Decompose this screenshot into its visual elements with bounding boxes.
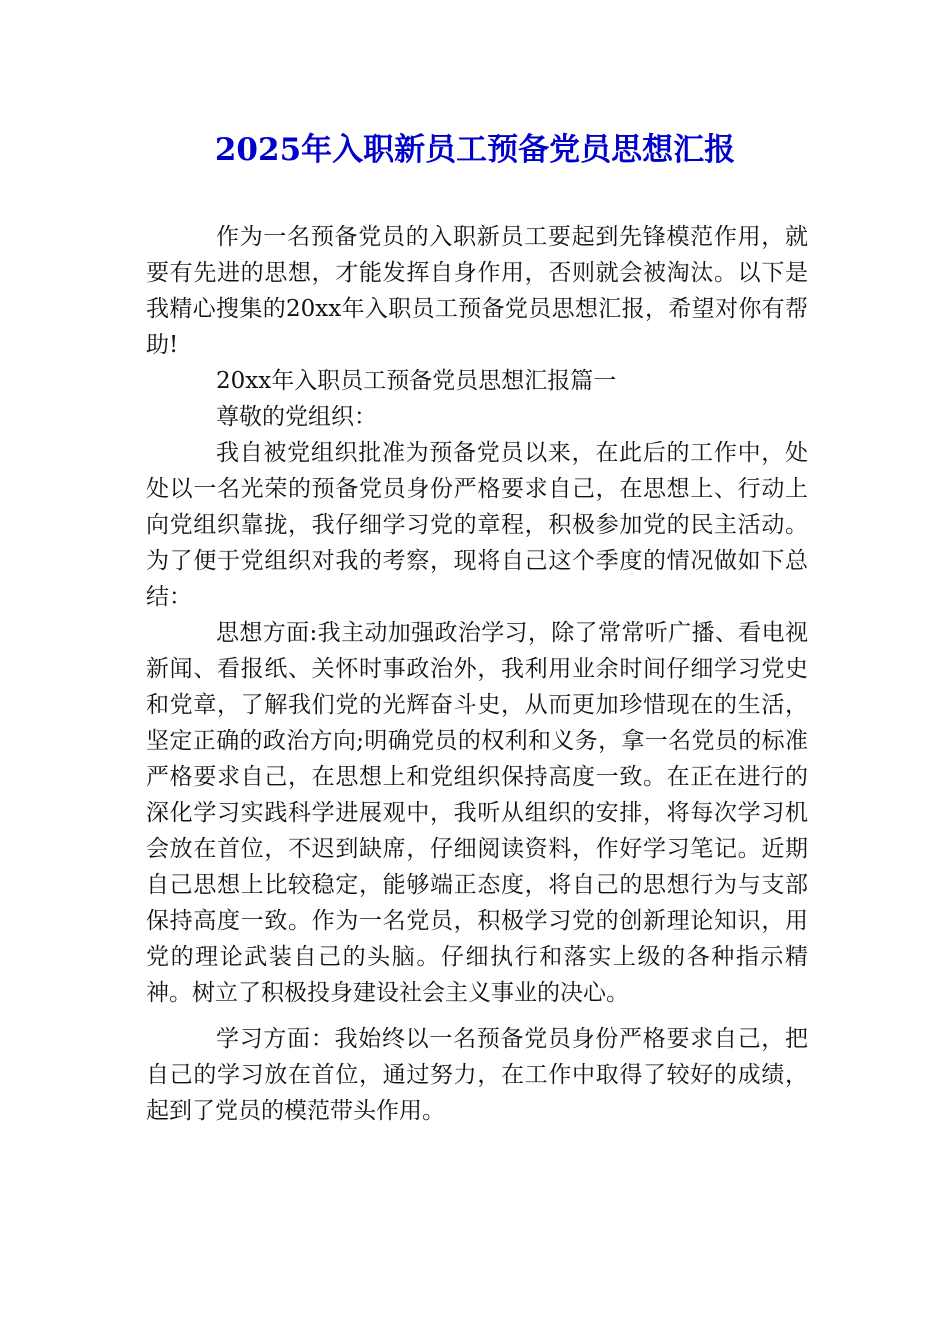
document-body — [146, 219, 808, 1129]
document-title: 2025年入职新员工预备党员思想汇报 — [214, 132, 736, 168]
section-heading: 20xx年入职员工预备党员思想汇报篇一 — [216, 368, 617, 394]
opening-paragraph: 我自被党组织批准为预备党员以来，在此后的工作中，处处以一名光荣的预备党员身份严格要求自己，在思想上、行动上向党组织靠拢，我仔细学习党的章程，积极参加党的民主活动。为了便于党组织对我的考察，现将自己这个季度的情况做如下总结： — [146, 440, 808, 610]
intro-paragraph: 作为一名预备党员的入职新员工要起到先锋模范作用，就要有先进的思想，才能发挥自身作用，否则就会被淘汰。以下是我精心搜集的20xx年入职员工预备党员思想汇报，希望对你有帮助! — [146, 224, 808, 358]
salutation: 尊敬的党组织： — [216, 404, 377, 430]
thought-paragraph: 思想方面:我主动加强政治学习，除了常常听广播、看电视新闻、看报纸、关怀时事政治外，我利用业余时间仔细学习党史和党章，了解我们党的光辉奋斗史，从而更加珍惜现在的生活，坚定正确的政治方向;明确党员的权利和义务，拿一名党员的标准严格要求自己，在思想上和党组织保持高度一致。在正在进行的深化学习实践科学进展观中，我听从组织的安排，将每次学习机会放在首位，不迟到缺席，仔细阅读资料，作好学习笔记。近期自己思想上比较稳定，能够端正态度，将自己的思想行为与支部保持高度一致。作为一名党员，积极学习党的创新理论知识，用党的理论武装自己的头脑。仔细执行和落实上级的各种指示精神。树立了积极投身建设社会主义事业的决心。 — [146, 620, 808, 1006]
study-paragraph: 学习方面：我始终以一名预备党员身份严格要求自己，把自己的学习放在首位，通过努力，在工作中取得了较好的成绩，起到了党员的模范带头作用。 — [146, 1026, 808, 1124]
